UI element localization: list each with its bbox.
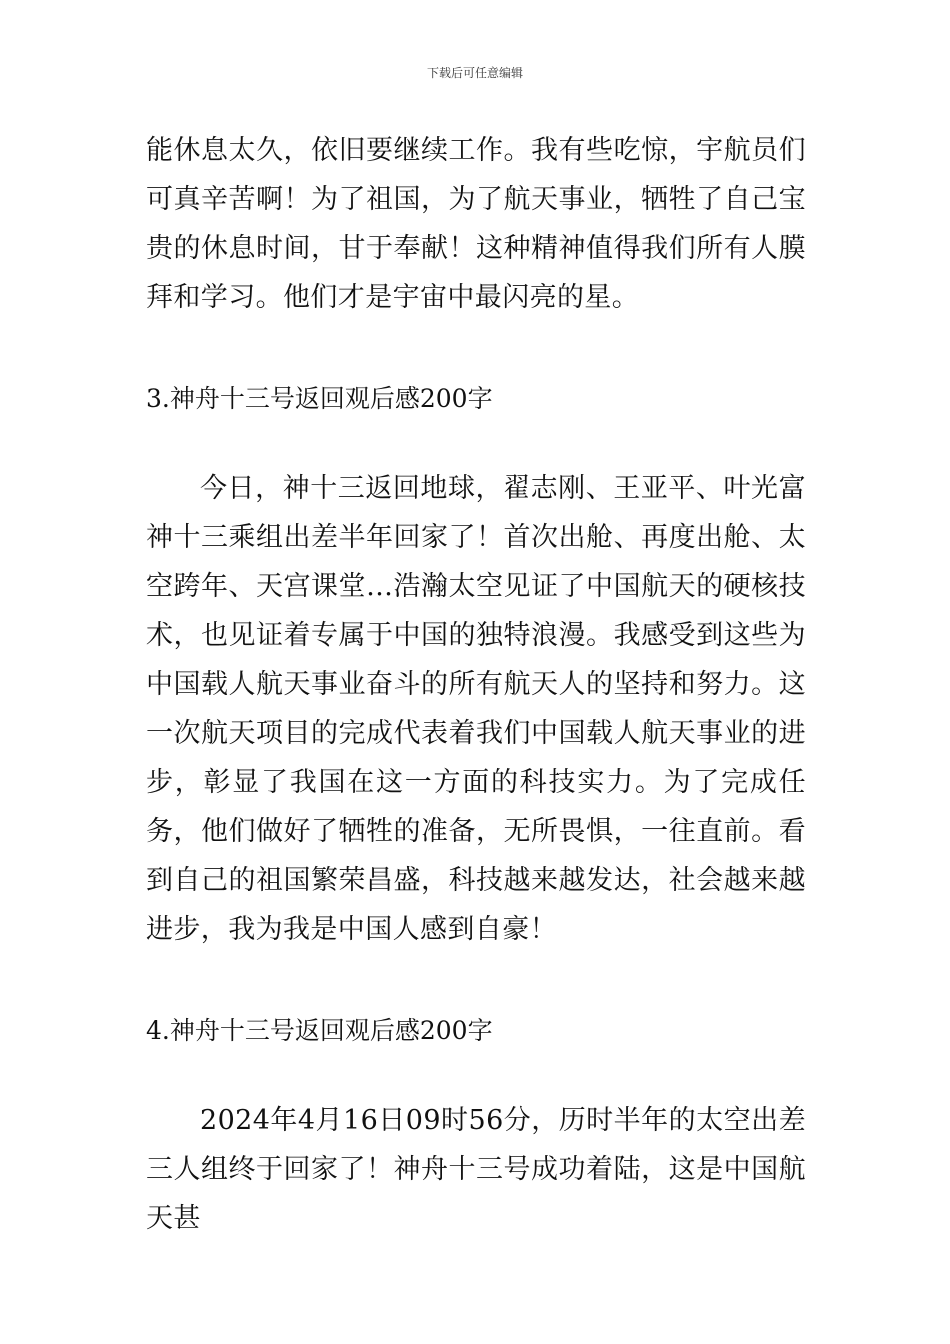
paragraph-spacer bbox=[146, 423, 806, 464]
document-body bbox=[146, 126, 806, 1243]
section-heading-4: 4.神舟十三号返回观后感200字 bbox=[146, 1016, 493, 1045]
paragraph-continued: 能休息太久，依旧要继续工作。我有些吃惊，宇航员们可真辛苦啊！为了祖国，为了航天事业，牺牲了自己宝贵的休息时间，甘于奉献！这种精神值得我们所有人膜拜和学习。他们才是宇宙中最闪亮的星。 bbox=[146, 135, 806, 313]
paragraph-spacer bbox=[146, 1055, 806, 1096]
section-heading-3: 3.神舟十三号返回观后感200字 bbox=[146, 384, 493, 413]
paragraph-spacer bbox=[146, 954, 806, 1006]
page-header: 下载后可任意编辑 bbox=[426, 66, 523, 80]
paragraph-section-3: 今日，神十三返回地球，翟志刚、王亚平、叶光富神十三乘组出差半年回家了！首次出舱、再度出舱、太空跨年、天宫课堂…浩瀚太空见证了中国航天的硬核技术，也见证着专属于中国的独特浪漫。我感受到这些为中国载人航天事业奋斗的所有航天人的坚持和努力。这一次航天项目的完成代表着我们中国载人航天事业的进步，彰显了我国在这一方面的科技实力。为了完成任务，他们做好了牺牲的准备，无所畏惧，一往直前。看到自己的祖国繁荣昌盛，科技越来越发达，社会越来越进步，我为我是中国人感到自豪！ bbox=[146, 473, 806, 945]
paragraph-section-4: 2024年4月16日09时56分，历时半年的太空出差三人组终于回家了！神舟十三号成功着陆，这是中国航天甚 bbox=[146, 1105, 806, 1234]
paragraph-spacer bbox=[146, 322, 806, 374]
